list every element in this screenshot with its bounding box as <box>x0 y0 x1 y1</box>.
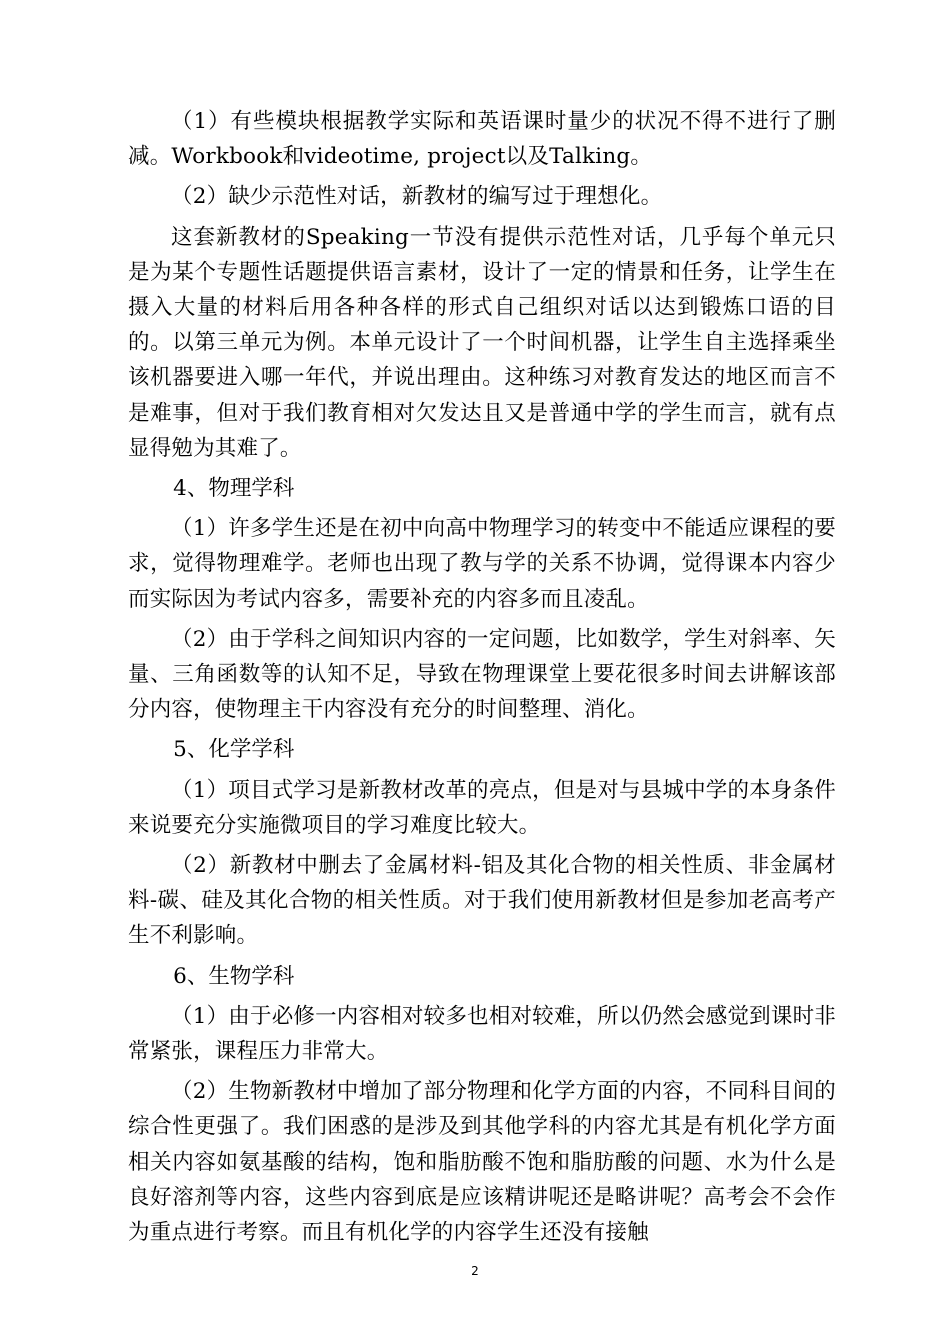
chemistry-heading: 5、化学学科 <box>173 737 295 763</box>
page-body <box>128 104 836 1250</box>
english-item-1: （1）有些模块根据教学实际和英语课时量少的状况不得不进行了删减。Workbook和videotime, project以及Talking。 <box>128 109 836 170</box>
biology-item-2: （2）生物新教材中增加了部分物理和化学方面的内容，不同科目间的综合性更强了。我们困惑的是涉及到其他学科的内容尤其是有机化学方面相关内容如氨基酸的结构，饱和脂肪酸不饱和脂肪酸的问题、水为什么是良好溶剂等内容，这些内容到底是应该精讲呢还是略讲呢？高考会不会作为重点进行考察。而且有机化学的内容学生还没有接触 <box>128 1079 836 1246</box>
physics-heading: 4、物理学科 <box>173 476 295 502</box>
physics-item-2: （2）由于学科之间知识内容的一定问题，比如数学，学生对斜率、矢量、三角函数等的认知不足，导致在物理课堂上要花很多时间去讲解该部分内容，使物理主干内容没有充分的时间整理、消化。 <box>128 626 836 723</box>
chemistry-item-2: （2）新教材中删去了金属材料-铝及其化合物的相关性质、非金属材料-碳、硅及其化合物的相关性质。对于我们使用新教材但是参加老高考产生不利影响。 <box>128 853 836 949</box>
page-number: 2 <box>471 1264 479 1278</box>
physics-item-1: （1）许多学生还是在初中向高中物理学习的转变中不能适应课程的要求，觉得物理难学。老师也出现了教与学的关系不协调，觉得课本内容少而实际因为考试内容多，需要补充的内容多而且凌乱。 <box>128 516 836 612</box>
english-body-paragraph: 这套新教材的Speaking一节没有提供示范性对话，几乎每个单元只是为某个专题性话题提供语言素材，设计了一定的情景和任务，让学生在摄入大量的材料后用各种各样的形式自己组织对话以达到锻炼口语的目的。以第三单元为例。本单元设计了一个时间机器，让学生自主选择乘坐该机器要进入哪一年代，并说出理由。这种练习对教育发达的地区而言不是难事，但对于我们教育相对欠发达且又是普通中学的学生而言，就有点显得勉为其难了。 <box>128 224 836 461</box>
chemistry-item-1: （1）项目式学习是新教材改革的亮点，但是对与县城中学的本身条件来说要充分实施微项目的学习难度比较大。 <box>128 777 836 838</box>
english-item-2: （2）缺少示范性对话，新教材的编写过于理想化。 <box>171 184 663 210</box>
biology-heading: 6、生物学科 <box>173 963 295 989</box>
biology-item-1: （1）由于必修一内容相对较多也相对较难，所以仍然会感觉到课时非常紧张，课程压力非常大。 <box>128 1003 836 1065</box>
